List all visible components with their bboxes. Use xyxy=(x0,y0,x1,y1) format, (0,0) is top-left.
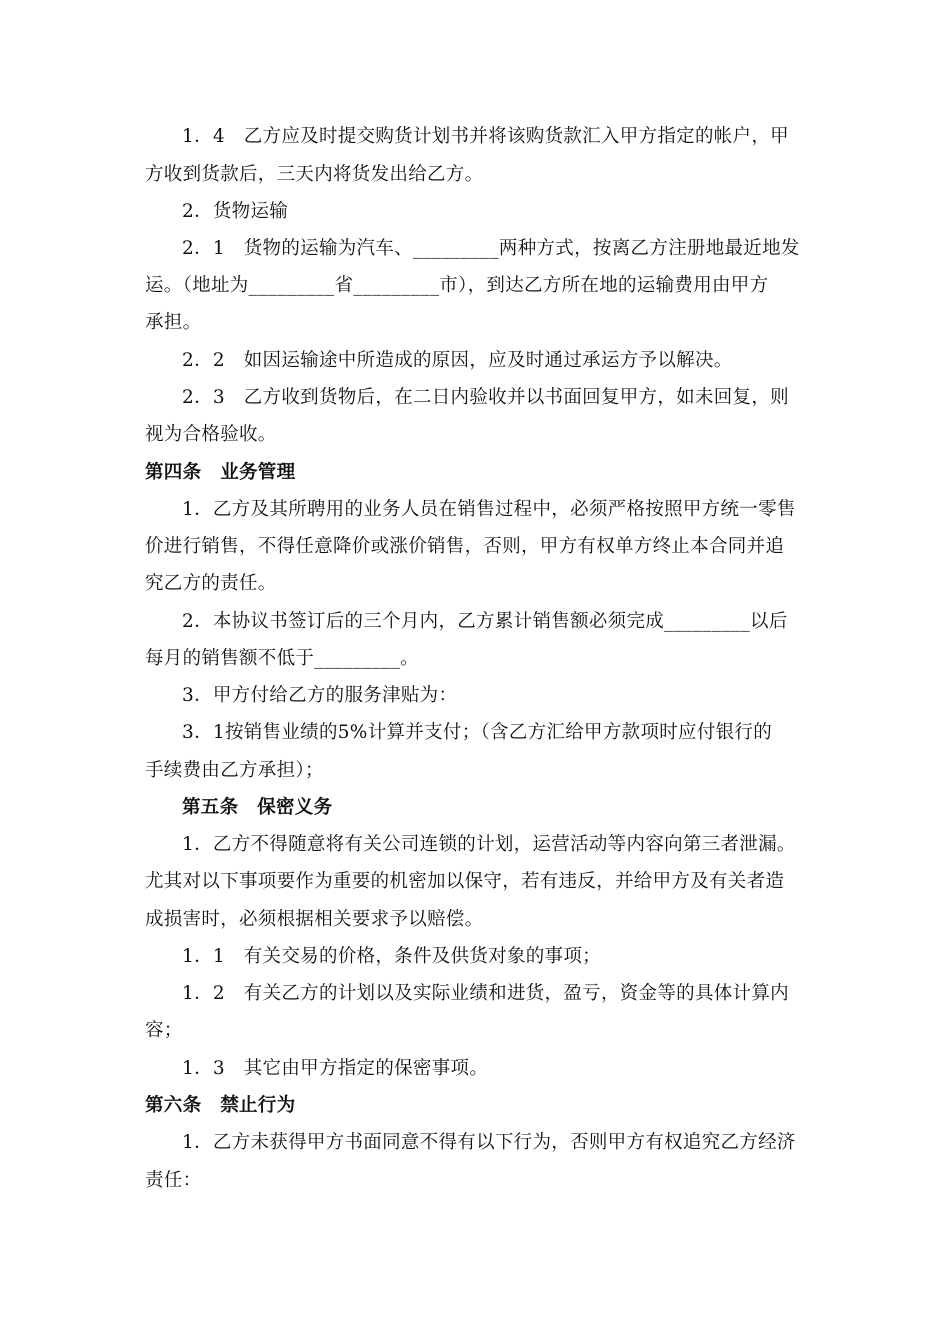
clause-1-4-line-1: 1．4 乙方应及时提交购货计划书并将该购货款汇入甲方指定的帐户，甲 xyxy=(182,126,789,147)
clause-2-1-line-3: 承担。 xyxy=(145,312,202,333)
clause-2-2: 2．2 如因运输途中所造成的原因，应及时通过承运方予以解决。 xyxy=(182,350,733,371)
article-4-item-1-line-2: 价进行销售，不得任意降价或涨价销售，否则，甲方有权单方终止本合同并追 xyxy=(145,536,785,557)
article-4-item-2-line-2: 每月的销售额不低于_________。 xyxy=(145,648,419,669)
clause-2-1-line-2: 运。（地址为_________省_________市），到达乙方所在地的运输费用由甲方 xyxy=(145,275,769,296)
article-6-heading: 第六条 禁止行为 xyxy=(145,1095,296,1116)
article-4-item-1-line-3: 究乙方的责任。 xyxy=(145,573,277,594)
article-4-item-3-1-line-1: 3．1按销售业绩的5%计算并支付；（含乙方汇给甲方款项时应付银行的 xyxy=(182,722,773,743)
section-2-heading: 2．货物运输 xyxy=(182,201,289,222)
article-5-item-1-line-3: 成损害时，必须根据相关要求予以赔偿。 xyxy=(145,909,484,930)
article-5-item-1-2-line-2: 容； xyxy=(145,1020,183,1041)
article-5-item-1-line-1: 1．乙方不得随意将有关公司连锁的计划，运营活动等内容向第三者泄漏。 xyxy=(182,834,796,855)
article-6-item-1-line-1: 1．乙方未获得甲方书面同意不得有以下行为，否则甲方有权追究乙方经济 xyxy=(182,1132,796,1153)
article-5-item-1-1: 1．1 有关交易的价格，条件及供货对象的事项； xyxy=(182,946,601,967)
article-4-item-1-line-1: 1．乙方及其所聘用的业务人员在销售过程中，必须严格按照甲方统一零售 xyxy=(182,499,796,520)
article-4-item-3: 3．甲方付给乙方的服务津贴为： xyxy=(182,685,458,706)
article-4-item-3-1-line-2: 手续费由乙方承担）； xyxy=(145,760,324,781)
article-4-heading: 第四条 业务管理 xyxy=(145,462,296,483)
article-5-item-1-line-2: 尤其对以下事项要作为重要的机密加以保守，若有违反，并给甲方及有关者造 xyxy=(145,871,785,892)
article-5-item-1-3: 1．3 其它由甲方指定的保密事项。 xyxy=(182,1058,489,1079)
clause-2-3-line-1: 2．3 乙方收到货物后，在二日内验收并以书面回复甲方，如未回复，则 xyxy=(182,387,789,408)
article-6-item-1-line-2: 责任： xyxy=(145,1170,202,1191)
clause-2-1-line-1: 2．1 货物的运输为汽车、_________两种方式，按离乙方注册地最近地发 xyxy=(182,238,800,259)
article-5-heading: 第五条 保密义务 xyxy=(182,797,333,818)
article-5-item-1-2-line-1: 1．2 有关乙方的计划以及实际业绩和进货，盈亏，资金等的具体计算内 xyxy=(182,983,789,1004)
clause-2-3-line-2: 视为合格验收。 xyxy=(145,424,277,445)
article-4-item-2-line-1: 2．本协议书签订后的三个月内，乙方累计销售额必须完成_________以后 xyxy=(182,611,788,632)
clause-1-4-line-2: 方收到货款后，三天内将货发出给乙方。 xyxy=(145,164,484,185)
